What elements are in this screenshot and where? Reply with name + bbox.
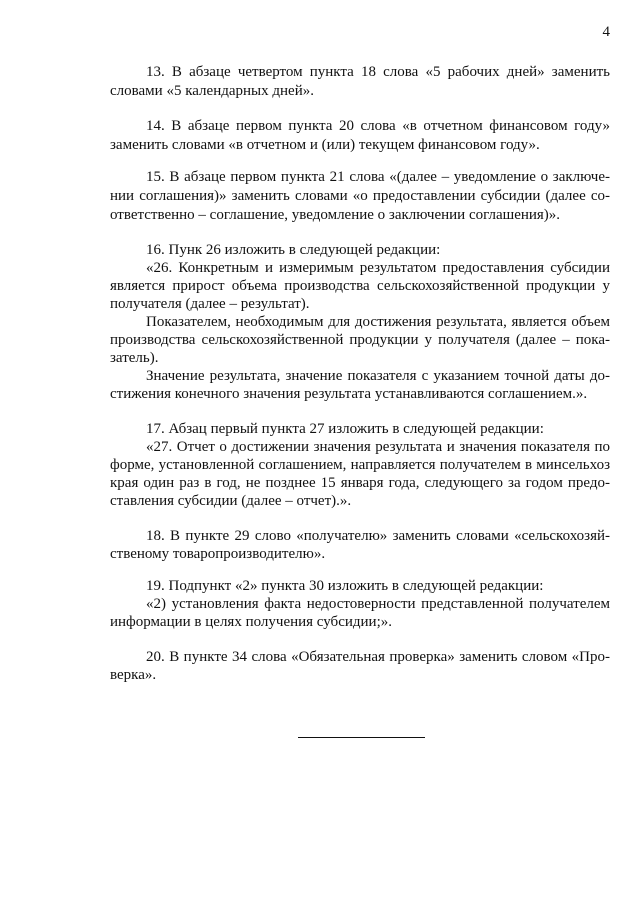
item-16-heading: 16. Пунк 26 изложить в следующей редакции: xyxy=(146,242,441,258)
item-19-heading: 19. Подпункт «2» пункта 30 изложить в следующей редакции: xyxy=(146,578,544,594)
page-number: 4 xyxy=(602,24,610,40)
item-18-line-2: ственому товаропроизводителю». xyxy=(110,546,326,562)
item-17-p1-line-3: края один раз в год, не позднее 15 января года, следующего за годом предо- xyxy=(110,475,610,491)
item-20-line-1: 20. В пункте 34 слова «Обязательная проверка» заменить словом «Про- xyxy=(146,649,610,665)
item-15-line-1: 15. В абзаце первом пункта 21 слова «(далее – уведомление о заключе- xyxy=(146,169,610,185)
item-14-line-2: заменить словами «в отчетном и (или) текущем финансовом году». xyxy=(110,137,540,153)
item-16-p1-line-3: получателя (далее – результат). xyxy=(110,296,310,312)
item-13-line-2: словами «5 календарных дней». xyxy=(110,83,314,99)
item-19-p1-line-1: «2) установления факта недостоверности представленной получателем xyxy=(146,596,610,612)
item-16-p2-line-1: Показателем, необходимым для достижения результата, является объем xyxy=(146,314,610,330)
item-18-line-1: 18. В пункте 29 слово «получателю» заменить словами «сельскохозяй- xyxy=(146,528,610,544)
item-17-p1-line-2: форме, установленной соглашением, направляется получателем в минсельхоз xyxy=(110,457,610,473)
item-16-p1-line-2: является прирост объема производства сельскохозяйственной продукции у xyxy=(110,278,610,294)
item-16-p2-line-2: производства сельскохозяйственной продукции у получателя (далее – пока- xyxy=(110,332,610,348)
item-17-p1-line-4: ставления субсидии (далее – отчет).». xyxy=(110,493,352,509)
item-15-line-3: ответственно – соглашение, уведомление о заключении соглашения)». xyxy=(110,207,561,223)
end-separator-line xyxy=(298,737,425,738)
item-13-line-1: 13. В абзаце четвертом пункта 18 слова «5 рабочих дней» заменить xyxy=(146,64,610,80)
item-16-p2-line-3: затель). xyxy=(110,350,159,366)
item-14-line-1: 14. В абзаце первом пункта 20 слова «в отчетном финансовом году» xyxy=(146,118,610,134)
item-16-p1-line-1: «26. Конкретным и измеримым результатом предоставления субсидии xyxy=(146,260,610,276)
item-16-p3-line-1: Значение результата, значение показателя с указанием точной даты до- xyxy=(146,368,610,384)
item-17-heading: 17. Абзац первый пункта 27 изложить в следующей редакции: xyxy=(146,421,544,437)
item-17-p1-line-1: «27. Отчет о достижении значения результата и значения показателя по xyxy=(146,439,610,455)
item-20-line-2: верка». xyxy=(110,667,157,683)
item-19-p1-line-2: информации в целях получения субсидии;». xyxy=(110,614,392,630)
item-15-line-2: нии соглашения)» заменить словами «о предоставлении субсидии (далее со- xyxy=(110,188,610,204)
item-16-p3-line-2: стижения конечного значения результата устанавливаются соглашением.». xyxy=(110,386,588,402)
